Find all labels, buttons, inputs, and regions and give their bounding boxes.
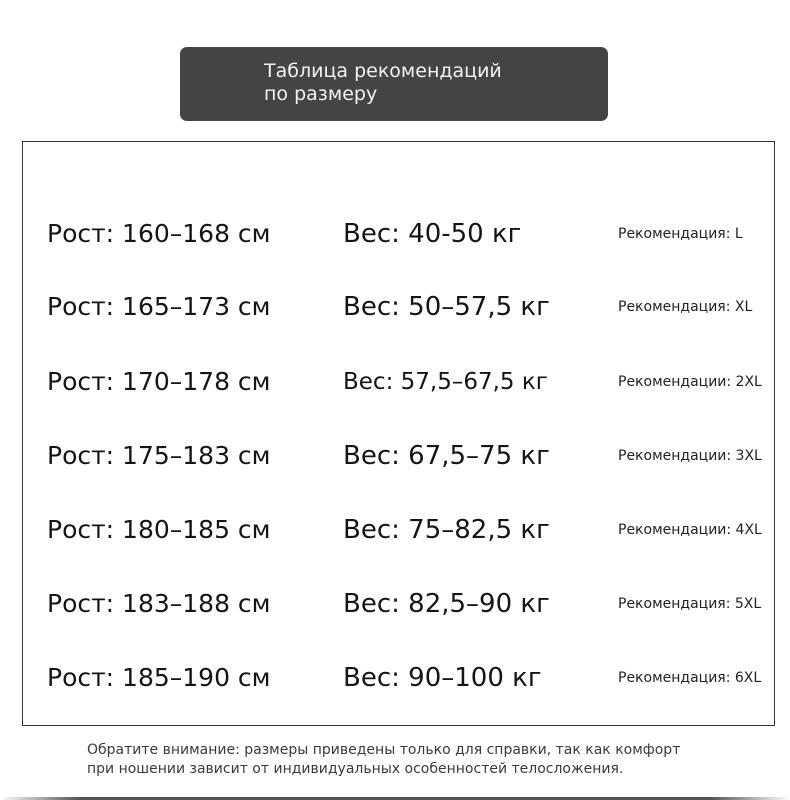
title-line-2: по размеру <box>264 83 378 105</box>
recommendation-cell: Рекомендация: L <box>618 226 743 242</box>
title-banner <box>180 47 608 121</box>
weight-cell: Вес: 40-50 кг <box>343 219 522 249</box>
height-cell: Рост: 183–188 см <box>47 589 271 618</box>
recommendation-cell: Рекомендации: 2XL <box>618 374 762 390</box>
title-line-1: Таблица рекомендаций <box>264 60 502 82</box>
recommendation-cell: Рекомендация: 6XL <box>618 670 762 686</box>
weight-cell: Вес: 75–82,5 кг <box>343 515 550 545</box>
recommendation-cell: Рекомендация: 5XL <box>618 596 762 612</box>
height-cell: Рост: 185–190 см <box>47 663 271 692</box>
table-row <box>23 214 774 254</box>
height-cell: Рост: 160–168 см <box>47 219 271 248</box>
weight-cell: Вес: 57,5–67,5 кг <box>343 369 548 395</box>
recommendation-cell: Рекомендация: XL <box>618 299 753 315</box>
table-row <box>23 362 774 402</box>
disclaimer-line-1: Обратите внимание: размеры приведены только для справки, так как комфорт <box>87 742 681 758</box>
table-row <box>23 436 774 476</box>
height-cell: Рост: 165–173 см <box>47 292 271 321</box>
weight-cell: Вес: 50–57,5 кг <box>343 292 550 322</box>
height-cell: Рост: 175–183 см <box>47 441 271 470</box>
disclaimer-line-2: при ношении зависит от индивидуальных особенностей телосложения. <box>87 761 624 777</box>
table-row <box>23 287 774 327</box>
recommendation-cell: Рекомендации: 3XL <box>618 448 762 464</box>
table-row <box>23 584 774 624</box>
table-row <box>23 510 774 550</box>
weight-cell: Вес: 82,5–90 кг <box>343 589 550 619</box>
weight-cell: Вес: 67,5–75 кг <box>343 441 550 471</box>
size-table <box>22 141 775 726</box>
weight-cell: Вес: 90–100 кг <box>343 663 542 693</box>
height-cell: Рост: 180–185 см <box>47 515 271 544</box>
disclaimer-note <box>87 741 777 779</box>
recommendation-cell: Рекомендации: 4XL <box>618 522 762 538</box>
table-row <box>23 658 774 698</box>
height-cell: Рост: 170–178 см <box>47 367 271 396</box>
